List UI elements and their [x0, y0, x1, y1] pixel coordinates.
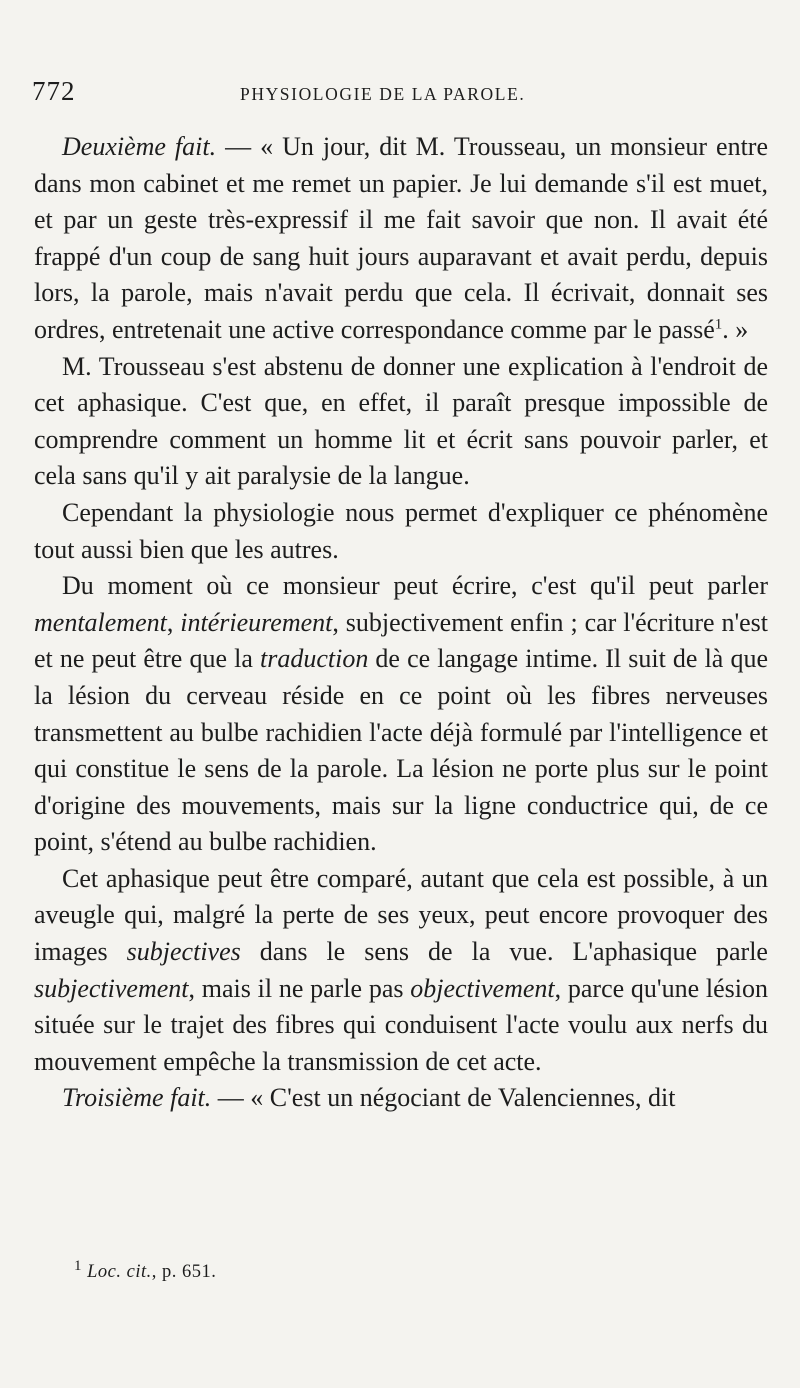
- running-title: PHYSIOLOGIE DE LA PAROLE.: [240, 84, 526, 104]
- footnote-marker: 1: [74, 1257, 82, 1274]
- text-run: ,: [166, 607, 181, 637]
- italic-text: Troisième fait.: [62, 1083, 212, 1113]
- text-run: , mais il ne parle pas: [188, 973, 411, 1003]
- italic-text: objectivement: [410, 973, 555, 1003]
- text-run: , subjectivement enfin ; car l'écriture n'est et ne peut être que la: [34, 607, 769, 674]
- text-run: M. Trousseau s'est abstenu de donner une explication à l'endroit de cet aphasique. C'est que, en effet, il paraît presque impossible de comprendre comment un homme lit et écrit sans pouvoir parler, et cela sans qu'il y ait paralysie de la langue.: [34, 351, 768, 491]
- text-run: dans le sens de la vue. L'aphasique parle: [240, 937, 768, 967]
- paragraph: [34, 349, 768, 495]
- footnote-ref: 1: [714, 316, 723, 333]
- page-header: [0, 76, 800, 116]
- italic-text: Deuxième fait.: [62, 132, 217, 161]
- footnote-source: Loc. cit.: [87, 1262, 152, 1282]
- italic-text: mentalement: [34, 607, 167, 637]
- text-run: — « C'est un négociant de Valenciennes, dit: [211, 1083, 676, 1113]
- paragraph: [34, 495, 768, 568]
- text-run: Cependant la physiologie nous permet d'expliquer ce phénomène tout aussi bien que les autres.: [34, 497, 768, 564]
- paragraph: [34, 861, 768, 1081]
- text-run: , parce qu'une lésion située sur le trajet des fibres qui conduisent l'acte voulu aux nerfs du mouvement empêche la transmission de cet acte.: [34, 973, 768, 1076]
- text-run: Cet aphasique peut être comparé, autant que cela est possible, à un aveugle qui, malgré la perte de ses yeux, peut encore provoquer des images: [34, 863, 768, 967]
- italic-text: subjectives: [126, 937, 241, 967]
- text-run: Du moment où ce monsieur peut écrire, c'est qu'il peut parler: [62, 571, 768, 601]
- paragraph: [34, 1080, 768, 1117]
- footnote: [74, 1257, 217, 1283]
- text-run: de ce langage intime. Il suit de là que la lésion du cerveau réside en ce point où les fibres nerveuses transmettent au bulbe rachidien l'acte déjà formulé par l'intelligence et qui constitue le sens de la parole. La lésion ne porte plus sur le point d'origine des mouvements, mais sur la ligne conductrice qui, de ce point, s'étend au bulbe rachidien.: [34, 644, 768, 857]
- paragraph: [34, 129, 768, 349]
- paragraph: [34, 568, 768, 861]
- italic-text: intérieurement: [180, 607, 333, 637]
- page-number: 772: [32, 76, 76, 106]
- text-run: — « Un jour, dit M. Trousseau, un monsieur entre dans mon cabinet et me remet un papier. Je lui demande s'il est muet, et par un geste très-expressif il me fait savoir que non. Il avait été frappé d'un coup de sang huit jours auparavant et avait perdu, depuis lors, la parole, mais n'avait perdu que cela. Il écrivait, donnait ses ordres, entretenait une active correspondance comme par le passé: [34, 132, 768, 344]
- footnote-text: , p. 651.: [151, 1262, 217, 1282]
- italic-text: traduction: [259, 644, 369, 674]
- text-run: . »: [722, 314, 749, 344]
- italic-text: subjectivement: [34, 973, 189, 1003]
- body-text: [34, 129, 768, 1117]
